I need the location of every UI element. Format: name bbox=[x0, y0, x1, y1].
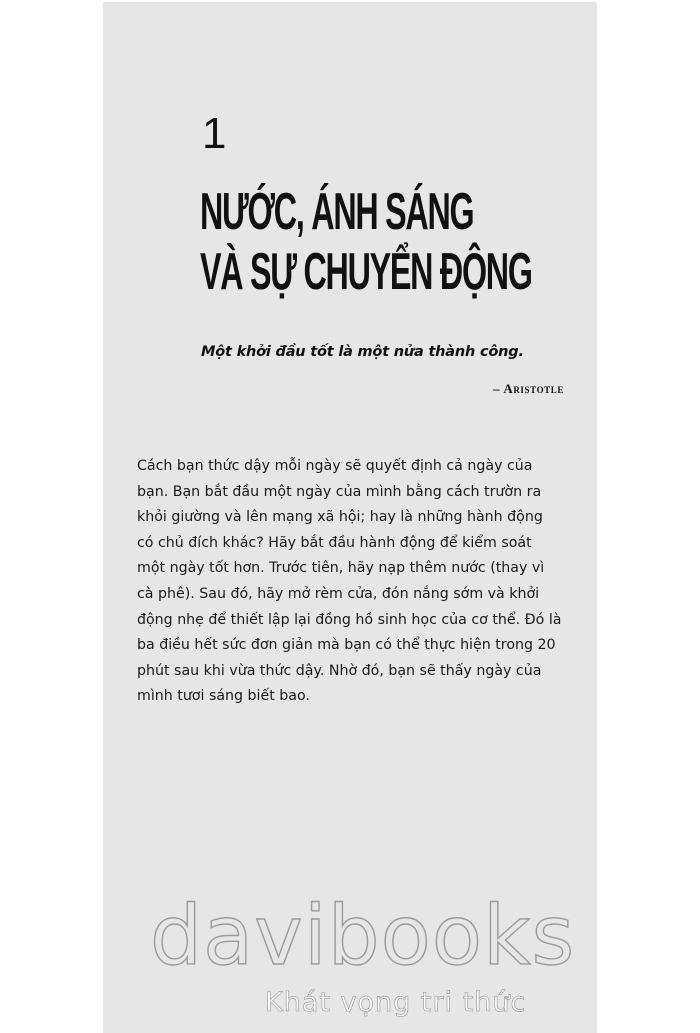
chapter-title-line-1: NƯỚC, ÁNH SÁNG bbox=[200, 183, 474, 241]
chapter-number: 1 bbox=[202, 109, 227, 158]
epigraph-attribution: – Aristotle bbox=[493, 381, 564, 396]
body-line: Cách bạn thức dậy mỗi ngày sẽ quyết định cả ngày của bbox=[137, 458, 533, 474]
body-paragraph bbox=[137, 454, 569, 710]
body-line: bạn. Bạn bắt đầu một ngày của mình bằng cách trườn ra bbox=[137, 483, 542, 500]
body-line: có chủ đích khác? Hãy bắt đầu hành động để kiểm soát bbox=[137, 534, 532, 551]
body-line: ba điều hết sức đơn giản mà bạn có thể thực hiện trong 20 bbox=[137, 637, 556, 654]
body-line: động nhẹ để thiết lập lại đồng hồ sinh học của cơ thể. Đó là bbox=[137, 611, 562, 628]
chapter-title-line-2: VÀ SỰ CHUYỂN ĐỘNG bbox=[200, 243, 532, 301]
chapter-title bbox=[200, 182, 532, 302]
body-line: một ngày tốt hơn. Trước tiên, hãy nạp thêm nước (thay vì bbox=[137, 560, 545, 577]
watermark-tagline: Khát vọng tri thức bbox=[265, 987, 527, 1018]
body-line: khỏi giường và lên mạng xã hội; hay là những hành động bbox=[137, 509, 543, 526]
body-line: mình tươi sáng biết bao. bbox=[137, 688, 310, 705]
epigraph-quote: Một khởi đầu tốt là một nửa thành công. bbox=[201, 344, 524, 360]
body-line: cà phê). Sau đó, hãy mở rèm cửa, đón nắng sớm và khởi bbox=[137, 585, 540, 602]
watermark-logo: davibooks bbox=[150, 889, 576, 984]
body-line: phút sau khi vừa thức dậy. Nhờ đó, bạn sẽ thấy ngày của bbox=[137, 662, 542, 679]
